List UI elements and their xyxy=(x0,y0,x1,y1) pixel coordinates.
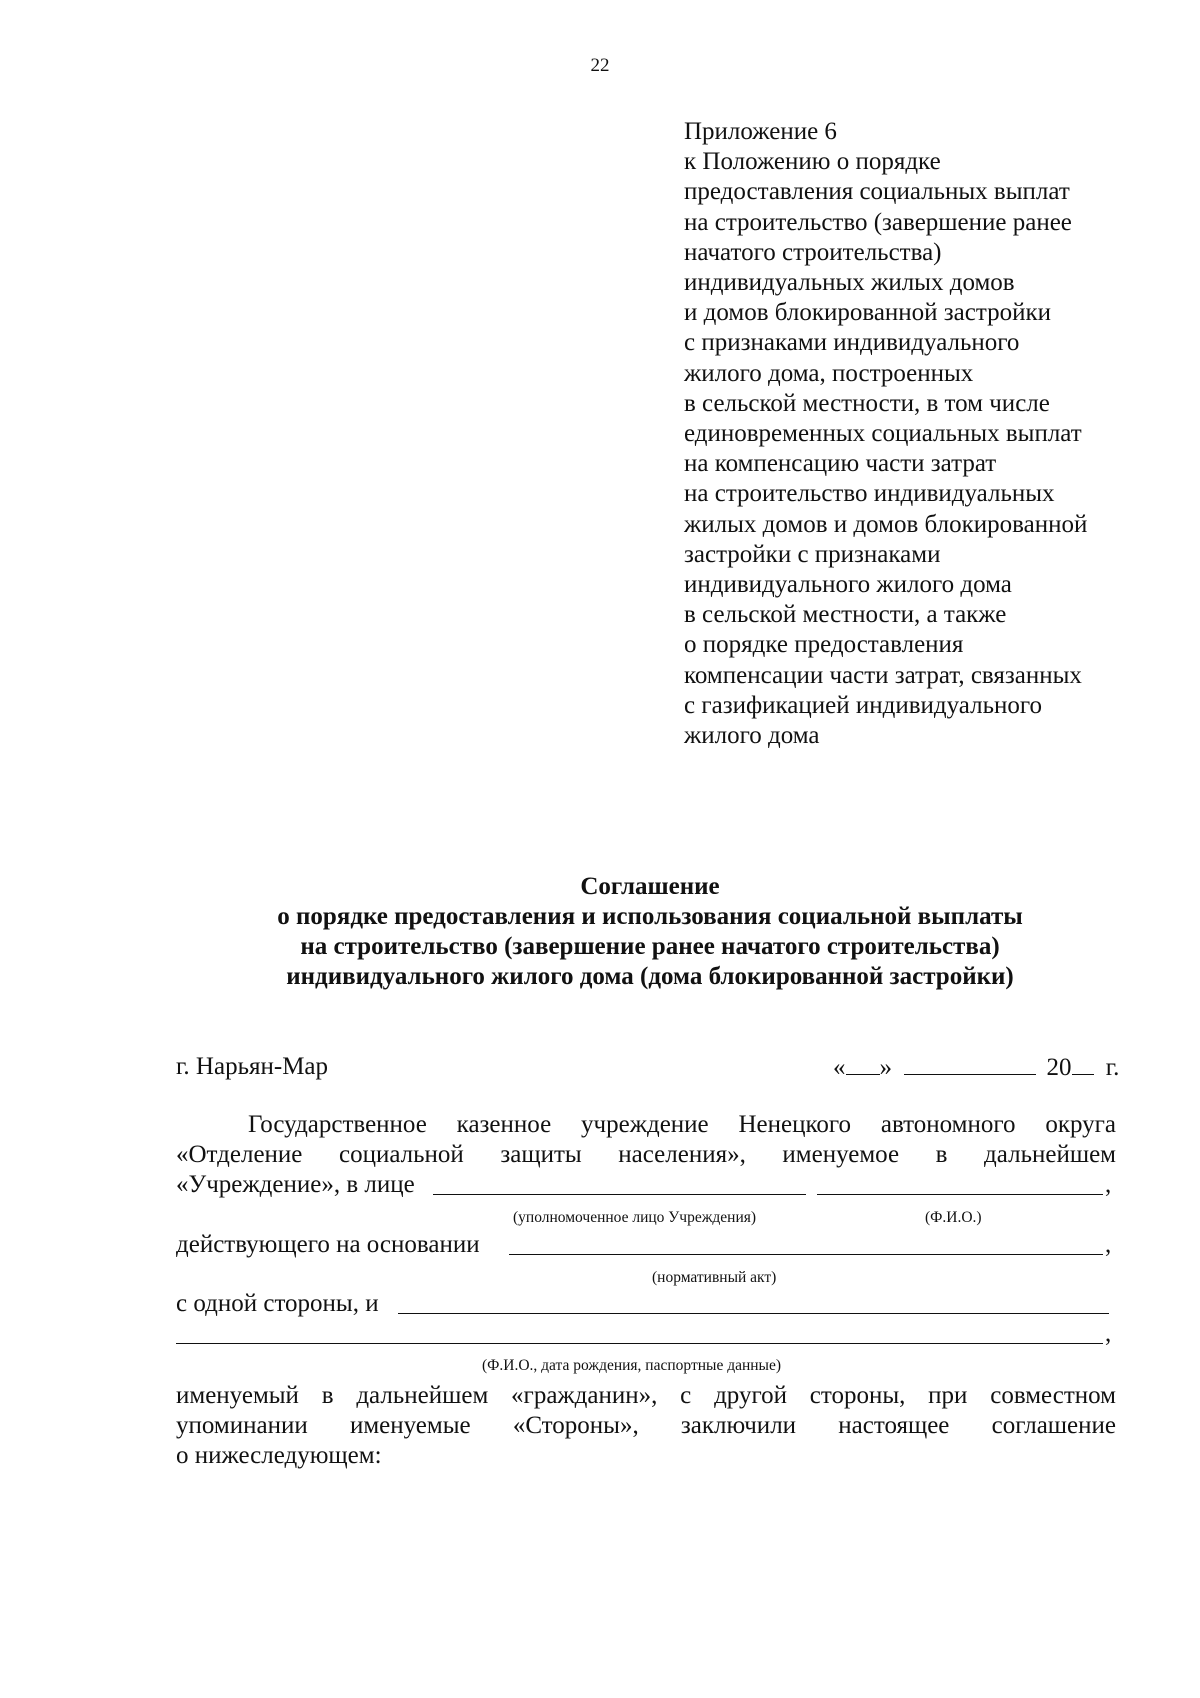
date-field xyxy=(833,1052,1119,1083)
one-side-label: с одной стороны, и xyxy=(176,1290,379,1317)
comma: , xyxy=(1105,1171,1112,1198)
appendix-line: жилого дома, построенных xyxy=(684,359,974,387)
title-line: о порядке предоставления и использования социальной выплаты xyxy=(277,903,1023,930)
appendix-line: на строительство (завершение ранее xyxy=(684,208,1072,236)
paragraph-line: именуемый в дальнейшем «гражданин», с другой стороны, при совместном xyxy=(176,1382,1116,1409)
citizen-blank-2[interactable] xyxy=(176,1321,1103,1344)
appendix-line: предоставления социальных выплат xyxy=(684,178,1070,206)
appendix-header xyxy=(684,117,1184,751)
appendix-line: с признаками индивидуального xyxy=(684,329,1020,357)
caption-authorized-person: (уполномоченное лицо Учреждения) xyxy=(513,1209,757,1226)
appendix-line: индивидуальных жилых домов xyxy=(684,269,1015,297)
acting-basis-row xyxy=(176,1230,1116,1260)
one-side-row xyxy=(176,1289,1116,1319)
appendix-line: в сельской местности, а также xyxy=(684,601,1007,629)
title-line: Соглашение xyxy=(580,873,720,900)
appendix-line: индивидуального жилого дома xyxy=(684,571,1012,599)
caption-citizen-data: (Ф.И.О., дата рождения, паспортные данные) xyxy=(482,1357,782,1374)
appendix-line: начатого строительства) xyxy=(684,238,942,266)
comma: , xyxy=(1105,1231,1112,1258)
quote-open: « xyxy=(833,1054,846,1081)
acting-basis-label: действующего на основании xyxy=(176,1231,480,1258)
representative-label: «Учреждение», в лице xyxy=(176,1171,415,1198)
agreement-title xyxy=(160,872,1140,992)
appendix-line: единовременных социальных выплат xyxy=(684,420,1082,448)
appendix-line: на компенсацию части затрат xyxy=(684,450,997,478)
appendix-line: к Положению о порядке xyxy=(684,148,941,176)
title-line: индивидуального жилого дома (дома блокированной застройки) xyxy=(286,963,1014,990)
title-line: на строительство (завершение ранее начатого строительства) xyxy=(300,933,1000,960)
citizen-blank-1[interactable] xyxy=(398,1291,1109,1314)
paragraph-line: упоминании именуемые «Стороны», заключили настоящее соглашение xyxy=(176,1412,1116,1439)
appendix-line: жилого дома xyxy=(684,722,820,750)
comma: , xyxy=(1105,1320,1112,1347)
paragraph-line: Государственное казенное учреждение Ненецкого автономного округа xyxy=(248,1111,1116,1138)
appendix-line: в сельской местности, в том числе xyxy=(684,389,1050,417)
appendix-line: застройки с признаками xyxy=(684,540,941,568)
page-number: 22 xyxy=(590,55,610,76)
appendix-line: о порядке предоставления xyxy=(684,631,964,659)
authorized-person-blank[interactable] xyxy=(433,1172,806,1195)
quote-close: » xyxy=(879,1054,892,1081)
fio-blank[interactable] xyxy=(817,1172,1103,1195)
place-date-row xyxy=(176,1052,1120,1082)
appendix-line: Приложение 6 xyxy=(684,118,837,145)
appendix-line: на строительство индивидуальных xyxy=(684,480,1055,508)
caption-normative-act: (нормативный акт) xyxy=(652,1269,777,1286)
month-blank[interactable] xyxy=(904,1052,1036,1075)
year-blank[interactable] xyxy=(1072,1052,1094,1075)
representative-row xyxy=(176,1170,1116,1200)
appendix-line: с газификацией индивидуального xyxy=(684,691,1043,719)
appendix-line: и домов блокированной застройки xyxy=(684,299,1052,327)
appendix-line: компенсации части затрат, связанных xyxy=(684,661,1082,689)
caption-fio: (Ф.И.О.) xyxy=(925,1209,982,1226)
paragraph-line: о нижеследующем: xyxy=(176,1442,382,1469)
city-label: г. Нарьян-Мар xyxy=(176,1053,329,1080)
appendix-line: жилых домов и домов блокированной xyxy=(684,510,1088,538)
paragraph-line: «Отделение социальной защиты населения», именуемое в дальнейшем xyxy=(176,1141,1116,1168)
year-suffix: г. xyxy=(1105,1054,1120,1081)
day-blank[interactable] xyxy=(846,1052,880,1075)
normative-act-blank[interactable] xyxy=(509,1232,1103,1255)
year-prefix: 20 xyxy=(1046,1054,1072,1081)
